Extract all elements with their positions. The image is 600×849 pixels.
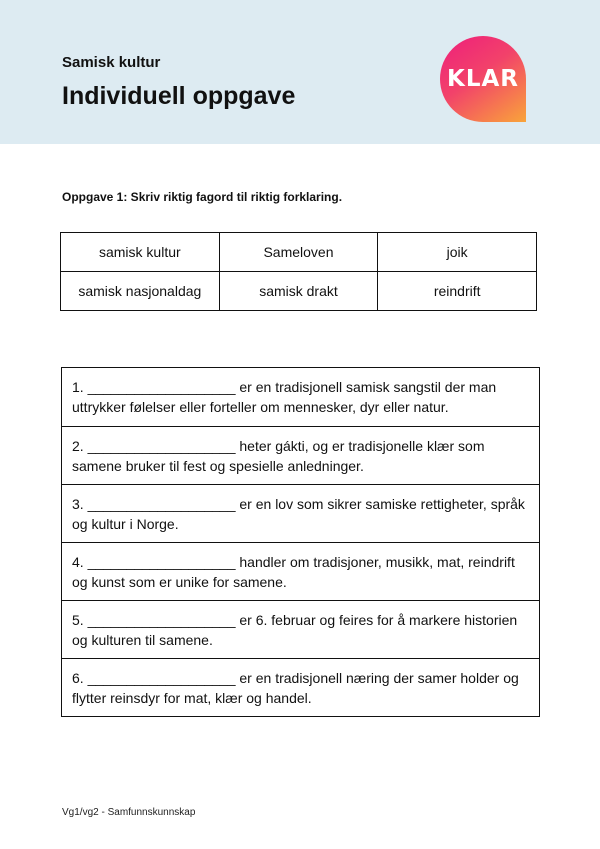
klar-logo xyxy=(440,36,526,122)
statement-item: 3. ___________________ er en lov som sikrer samiske rettigheter, språk og kultur i Norge. xyxy=(62,484,539,542)
page-header xyxy=(0,0,600,144)
term-table xyxy=(60,232,537,311)
term-cell: reindrift xyxy=(378,272,537,311)
term-cell: samisk nasjonaldag xyxy=(61,272,220,311)
term-row xyxy=(61,233,537,272)
statement-item: 6. ___________________ er en tradisjonell næring der samer holder og flytter reinsdyr for mat, klær og handel. xyxy=(62,658,539,716)
statement-item: 4. ___________________ handler om tradisjoner, musikk, mat, reindrift og kunst som er unike for samene. xyxy=(62,542,539,600)
term-row xyxy=(61,272,537,311)
term-cell: Sameloven xyxy=(219,233,378,272)
subject-label: Samisk kultur xyxy=(62,54,161,71)
statement-item: 5. ___________________ er 6. februar og feires for å markere historien og kulturen til samene. xyxy=(62,600,539,658)
page-footer: Vg1/vg2 - Samfunnskunnskap xyxy=(62,807,196,818)
term-cell: samisk drakt xyxy=(219,272,378,311)
page-title: Individuell oppgave xyxy=(62,82,296,110)
task-heading: Oppgave 1: Skriv riktig fagord til riktig forklaring. xyxy=(62,190,343,204)
term-cell: samisk kultur xyxy=(61,233,220,272)
statement-item: 1. ___________________ er en tradisjonell samisk sangstil der man uttrykker følelser eller forteller om mennesker, dyr eller natur. xyxy=(72,379,497,415)
statement-item: 2. ___________________ heter gákti, og er tradisjonelle klær som samene bruker til fest og spesielle anledninger. xyxy=(62,426,539,484)
logo-text: KLAR xyxy=(447,66,519,92)
term-cell: joik xyxy=(378,233,537,272)
statement-list xyxy=(61,367,540,717)
